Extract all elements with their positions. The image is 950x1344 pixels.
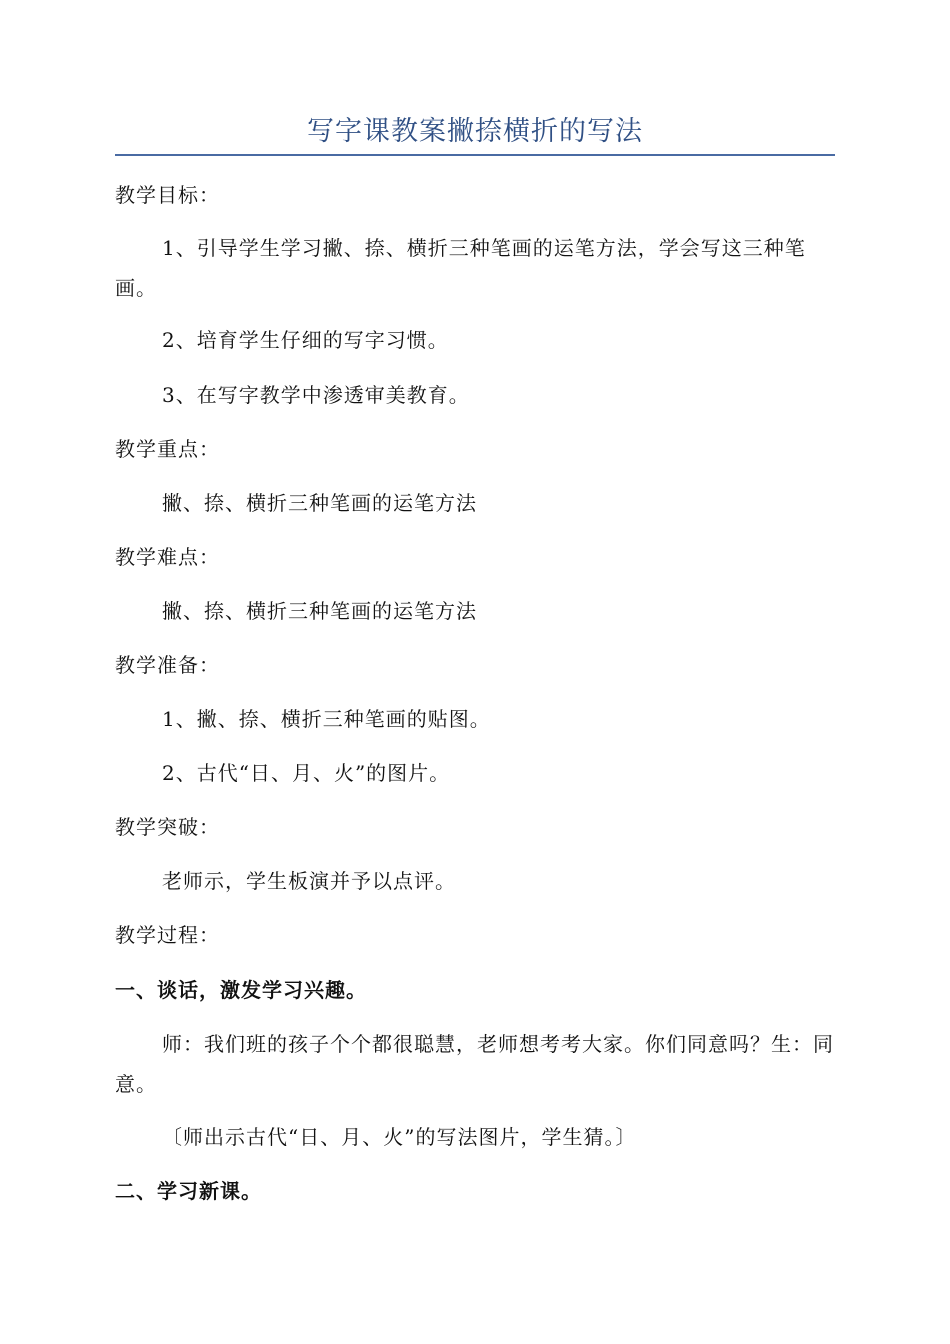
section-one-dialogue: 师：我们班的孩子个个都很聪慧，老师想考考大家。你们同意吗？生：同意。: [115, 1032, 834, 1096]
breakthrough-text: 老师示，学生板演并予以点评。: [162, 869, 456, 893]
key-point-text: 撇、捺、横折三种笔画的运笔方法: [162, 491, 477, 515]
breakthrough-heading: 教学突破：: [115, 815, 220, 839]
objectives-heading: 教学目标：: [115, 183, 220, 207]
objective-item-1: 1、引导学生学习撇、捺、横折三种笔画的运笔方法，学会写这三种笔画。: [115, 236, 806, 300]
document-title: 写字课教案撇捺横折的写法: [307, 116, 643, 147]
preparation-item-1: 1、撇、捺、横折三种笔画的贴图。: [162, 707, 491, 731]
section-one-heading: 一、谈话，激发学习兴趣。: [115, 978, 367, 1002]
section-two-heading: 二、学习新课。: [115, 1179, 262, 1203]
section-one-note: 〔师出示古代“日、月、火”的写法图片，学生猜。〕: [162, 1125, 637, 1149]
key-point-heading: 教学重点：: [115, 437, 220, 461]
preparation-item-2: 2、古代“日、月、火”的图片。: [162, 761, 451, 785]
process-heading: 教学过程：: [115, 923, 220, 947]
objective-item-2: 2、培育学生仔细的写字习惯。: [162, 328, 449, 352]
title-underline: [115, 154, 835, 156]
difficulty-text: 撇、捺、横折三种笔画的运笔方法: [162, 599, 477, 623]
difficulty-heading: 教学难点：: [115, 545, 220, 569]
preparation-heading: 教学准备：: [115, 653, 220, 677]
objective-item-3: 3、在写字教学中渗透审美教育。: [162, 383, 470, 407]
